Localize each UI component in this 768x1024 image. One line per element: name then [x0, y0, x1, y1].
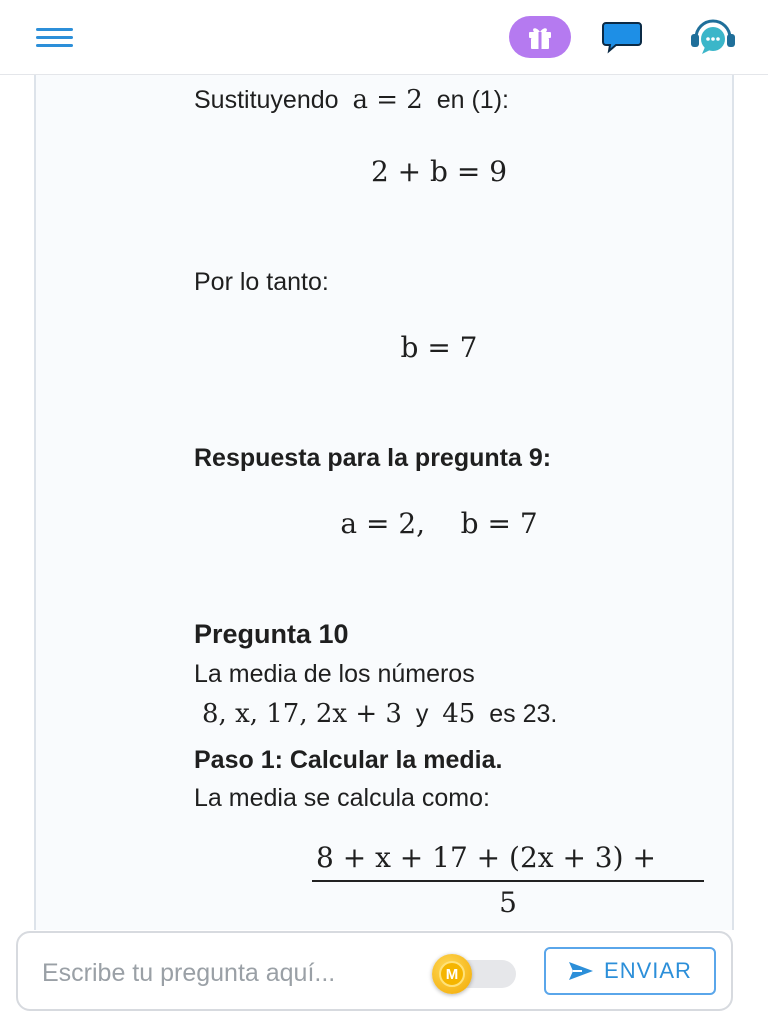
- question-input-bar: [0, 930, 768, 1024]
- step-1-text: La media se calcula como:: [194, 784, 490, 812]
- chat-button[interactable]: [600, 20, 644, 54]
- gift-button[interactable]: [509, 16, 571, 58]
- therefore-label: Por lo tanto:: [194, 268, 329, 296]
- input-container: [16, 931, 733, 1011]
- hamburger-menu-icon[interactable]: [36, 26, 74, 50]
- substitution-text: Sustituyendo: [194, 86, 339, 114]
- fraction-numerator: 8 + x + 17 + (2x + 3) +: [316, 841, 656, 874]
- and-word: y: [415, 700, 429, 728]
- equation-1: 2 + b = 9: [370, 155, 508, 188]
- equation-2: b = 7: [400, 331, 478, 364]
- answer-math: a = 2, b = 7: [340, 507, 538, 540]
- numbers-math: 8, x, 17, 2x + 3: [202, 699, 402, 729]
- coin-letter: M: [439, 961, 465, 987]
- substitution-line: [194, 85, 714, 116]
- question-10-numbers-line: [202, 699, 722, 730]
- mean-value-text: es 23.: [489, 700, 558, 728]
- question-10-title: Pregunta 10: [194, 619, 349, 649]
- chat-bubble-icon: [600, 20, 644, 54]
- send-label: ENVIAR: [604, 958, 692, 983]
- send-button[interactable]: [544, 947, 716, 995]
- top-bar: [0, 0, 768, 75]
- substitution-suffix: en (1):: [436, 86, 509, 114]
- question-input[interactable]: [42, 955, 422, 991]
- support-button[interactable]: [688, 14, 738, 60]
- fraction-denominator: 5: [499, 886, 517, 919]
- answer-label: Respuesta para la pregunta 9:: [194, 444, 552, 472]
- mean-fraction: [312, 841, 704, 919]
- gift-icon: [526, 23, 554, 51]
- mode-toggle[interactable]: [428, 954, 518, 992]
- send-arrow-icon: [568, 961, 594, 981]
- question-10-text: La media de los números: [194, 660, 475, 688]
- fraction-bar: [312, 880, 704, 882]
- coin-icon: [432, 954, 472, 994]
- answer-content: [34, 75, 734, 945]
- step-1-title: Paso 1: Calcular la media.: [194, 746, 503, 774]
- last-number-math: 45: [442, 699, 476, 729]
- substitution-math: a = 2: [352, 85, 423, 115]
- support-headset-icon: [688, 14, 738, 60]
